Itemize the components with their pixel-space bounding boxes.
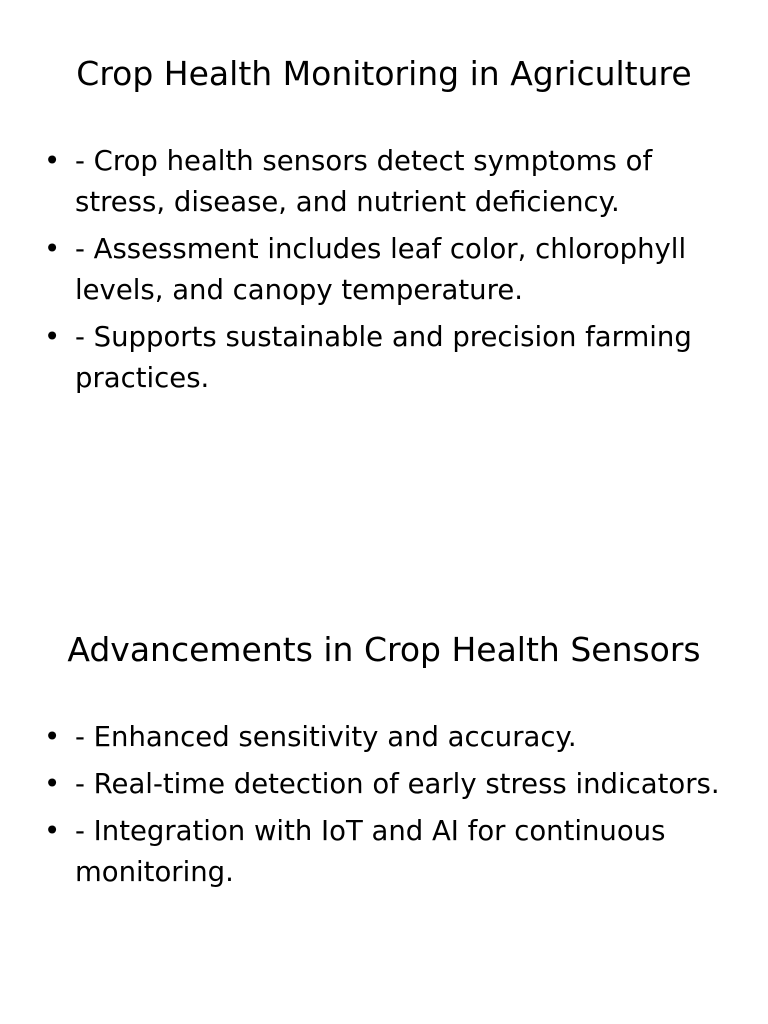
bullet-text: - Enhanced sensitivity and accuracy. [75, 721, 577, 753]
bullet-item [44, 229, 734, 311]
bullet-item [44, 317, 734, 399]
bullet-dot-icon: • [44, 145, 61, 177]
bullet-dot-icon: • [44, 768, 61, 800]
slide-sensor-advancements [0, 576, 768, 1024]
bullet-list [44, 717, 734, 899]
bullet-item [44, 717, 734, 758]
bullet-text: - Assessment includes leaf color, chlorophyll levels, and canopy temperature. [75, 233, 687, 306]
bullet-item [44, 764, 734, 805]
bullet-list [44, 141, 734, 405]
bullet-dot-icon: • [44, 233, 61, 265]
bullet-text: - Integration with IoT and AI for continuous monitoring. [75, 815, 666, 888]
bullet-item [44, 141, 734, 223]
bullet-dot-icon: • [44, 815, 61, 847]
bullet-item [44, 811, 734, 893]
bullet-text: - Supports sustainable and precision farming practices. [75, 321, 692, 394]
slide-title: Crop Health Monitoring in Agriculture [76, 54, 692, 93]
slide-title: Advancements in Crop Health Sensors [67, 630, 701, 669]
bullet-text: - Crop health sensors detect symptoms of stress, disease, and nutrient deficiency. [75, 145, 653, 218]
bullet-dot-icon: • [44, 721, 61, 753]
bullet-text: - Real-time detection of early stress indicators. [75, 768, 720, 800]
bullet-dot-icon: • [44, 321, 61, 353]
